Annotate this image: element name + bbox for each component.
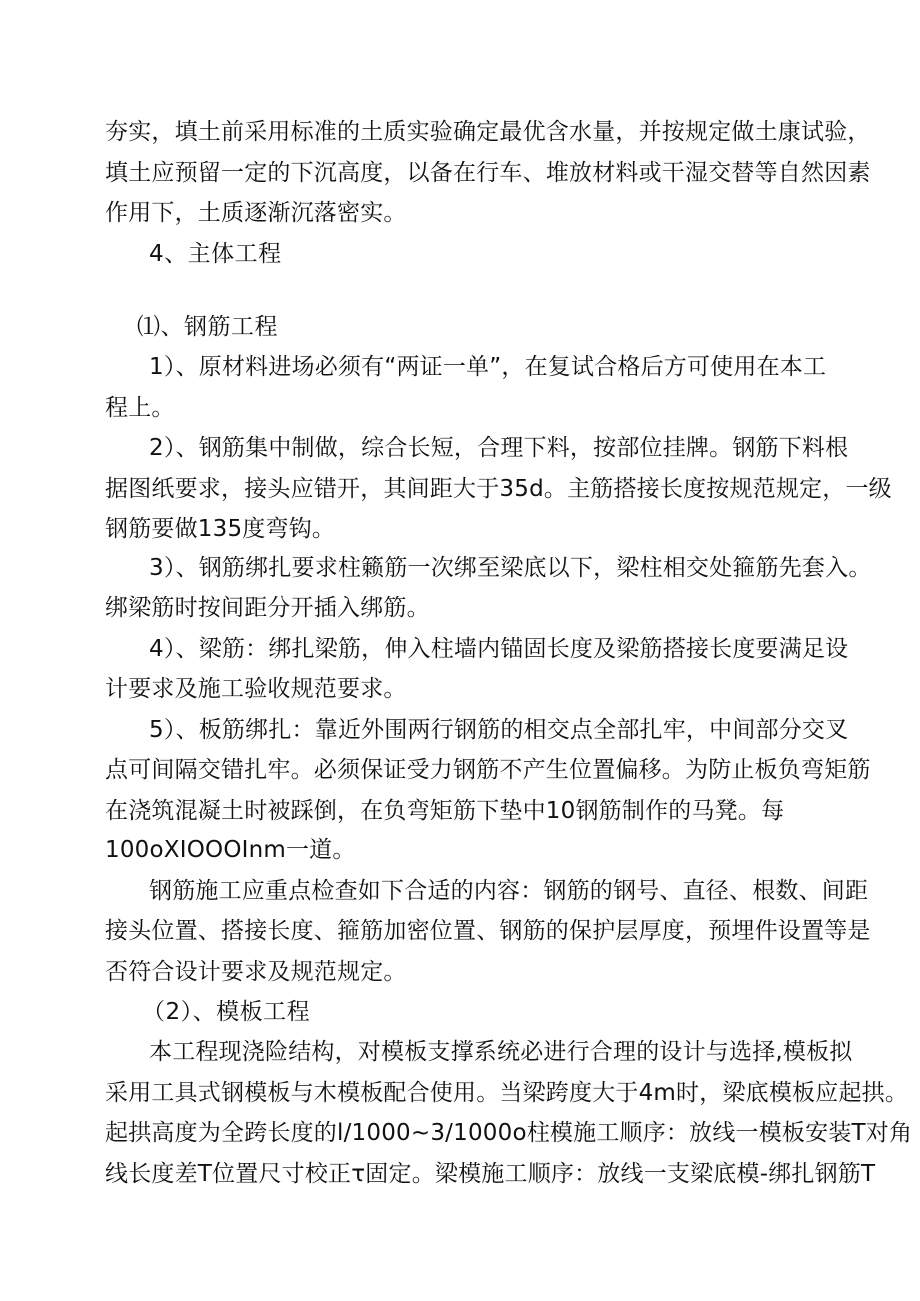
formwork-line-1: 本工程现浇险结构，对模板支撑系统必进行合理的设计与选择,模板拟 [149,1039,853,1065]
intro-line-1: 夯实，填土前采用标准的土质实验确定最优含水量，并按规定做土康试验， [105,119,871,145]
rebar-item-1-line-2: 程上。 [105,395,175,421]
rebar-item-4-line-2: 计要求及施工验收规范要求。 [105,676,407,702]
rebar-item-5-line-4: 100oXIOOOInm一道。 [105,837,356,863]
rebar-item-5-line-1: 5）、板筋绑扎：靠近外围两行钢筋的相交点全部扎牢，中间部分交叉 [149,717,849,743]
formwork-line-4: 线长度差T位置尺寸校正τ固定。梁模施工顺序：放线一支梁底模-绑扎钢筋T [105,1161,876,1187]
subsection-2-heading: （2）、模板工程 [142,999,311,1025]
intro-line-3: 作用下，土质逐渐沉落密实。 [105,200,407,226]
rebar-item-3-line-1: 3）、钢筋绑扎要求柱籁筋一次绑至梁底以下，梁柱相交处箍筋先套入。 [149,555,872,581]
rebar-item-2-line-2: 据图纸要求，接头应错开，其间距大于35d。主筋搭接长度按规范规定，一级 [105,476,892,502]
formwork-line-2: 采用工具式钢模板与木模板配合使用。当梁跨度大于4m时，梁底模板应起拱。 [105,1080,909,1106]
rebar-item-5-line-2: 点可间隔交错扎牢。必须保证受力钢筋不产生位置偏移。为防止板负弯矩筋 [105,757,871,783]
subsection-1-heading: ⑴、钢筋工程 [137,314,278,340]
rebar-item-3-line-2: 绑梁筋时按间距分开插入绑筋。 [105,595,430,621]
rebar-check-line-3: 否符合设计要求及规范规定。 [105,959,407,985]
rebar-item-5-line-3: 在浇筑混凝土时被踩倒，在负弯矩筋下垫中10钢筋制作的马凳。每 [105,798,785,824]
rebar-check-line-2: 接头位置、搭接长度、箍筋加密位置、钢筋的保护层厚度，预埋件设置等是 [105,918,871,944]
rebar-item-2-line-1: 2）、钢筋集中制做，综合长短，合理下料，按部位挂牌。钢筋下料根 [149,435,849,461]
rebar-item-1-line-1: 1）、原材料进场必须有“两证一单”，在复试合格后方可使用在本工 [149,354,827,380]
rebar-item-4-line-1: 4）、梁筋：绑扎梁筋，伸入柱墙内锚固长度及梁筋搭接长度要满足设 [149,636,849,662]
section-4-heading: 4、主体工程 [149,241,282,267]
rebar-check-line-1: 钢筋施工应重点检查如下合适的内容：钢筋的钢号、直径、根数、间距 [149,878,869,904]
formwork-line-3: 起拱高度为全跨长度的l/1000~3/1000o柱模施工顺序：放线一模板安装T对角 [105,1120,913,1146]
intro-line-2: 填土应预留一定的下沉高度，以备在行车、堆放材料或干湿交替等自然因素 [105,160,871,186]
rebar-item-2-line-3: 钢筋要做135度弯钩。 [105,516,336,542]
